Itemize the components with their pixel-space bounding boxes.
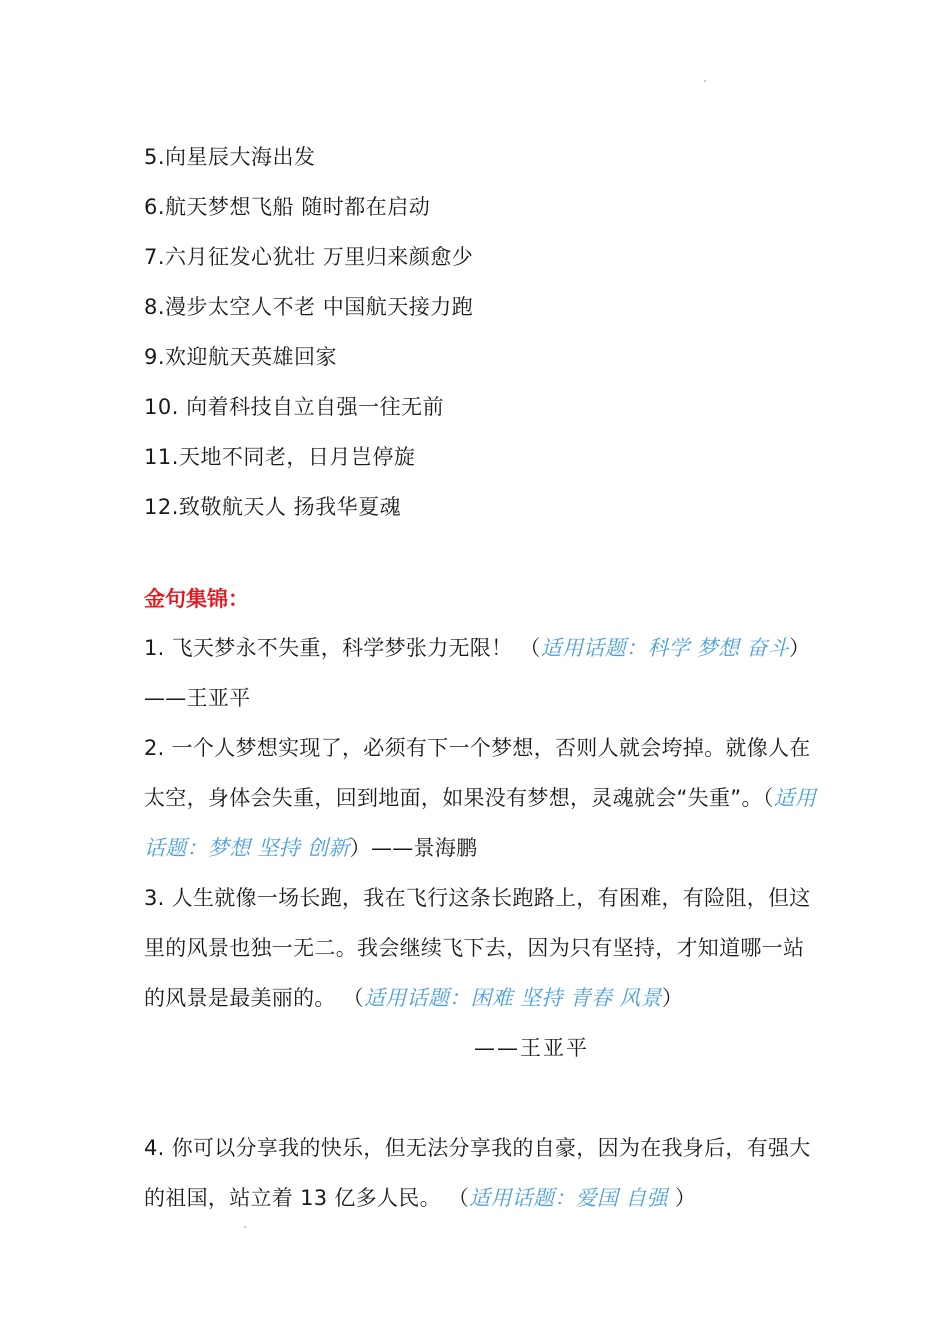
slogan-item: 8.漫步太空人不老 中国航天接力跑: [144, 295, 474, 319]
quote-paren-open: （: [335, 986, 364, 1010]
quote-author: ——景海鹏: [370, 836, 478, 860]
slogan-item: 11.天地不同老，日月岂停旋: [144, 445, 416, 469]
section-title: 金句集锦：: [144, 587, 249, 611]
quote-topic: 适用话题：科学 梦想 奋斗: [540, 636, 789, 660]
slogan-list: [144, 132, 844, 532]
scan-speck: [704, 80, 706, 82]
quote-paren-close: ）: [661, 986, 684, 1010]
quote-paren-close: ）: [349, 836, 371, 860]
quote-paren-close: ）: [667, 1186, 697, 1210]
slogan-item: 10. 向着科技自立自强一往无前: [144, 395, 445, 419]
quote-list: [144, 623, 824, 1223]
slogan-item: 5.向星辰大海出发: [144, 145, 316, 169]
quote-author: ——王亚平: [144, 686, 251, 710]
quote-item: [144, 1123, 824, 1223]
quote-topic: 适用话题：困难 坚持 青春 风景: [363, 986, 662, 1010]
slogan-item: 6.航天梦想飞船 随时都在启动: [144, 195, 431, 219]
quote-paren-open: （: [440, 1186, 470, 1210]
quote-text: 2. 一个人梦想实现了，必须有下一个梦想，否则人就会垮掉。就像人在太空，身体会失重，回到地面，如果没有梦想，灵魂就会“失重”。: [144, 736, 811, 810]
quote-text: 4. 你可以分享我的快乐，但无法分享我的自豪，因为在我身后，有强大的祖国，站立着 13 亿多人民。: [144, 1136, 811, 1210]
slogan-item: 9.欢迎航天英雄回家: [144, 345, 338, 369]
quote-text: 1. 飞天梦永不失重，科学梦张力无限！: [144, 636, 520, 660]
quote-text: 3. 人生就像一场长跑，我在飞行这条长跑路上，有困难，有险阻，但这里的风景也独一无二。我会继续飞下去，因为只有坚持，才知道哪一站的风景是最美丽的。: [144, 886, 811, 1010]
quote-author: ——王亚平: [474, 1036, 589, 1060]
slogan-item: 12.致敬航天人 扬我华夏魂: [144, 495, 402, 519]
quote-item: [144, 873, 824, 1073]
slogan-item: 7.六月征发心犹壮 万里归来颜愈少: [144, 245, 474, 269]
scan-speck: [244, 1226, 246, 1228]
quote-topic: 适用话题：爱国 自强: [469, 1186, 668, 1210]
quote-item: [144, 723, 824, 873]
quote-paren-open: （: [762, 786, 774, 810]
quote-topic: 适用话题：梦想 坚持 创新: [144, 786, 817, 860]
quote-paren-open: （: [519, 636, 541, 660]
quote-item: [144, 623, 824, 723]
quote-paren-close: ）: [788, 636, 811, 660]
